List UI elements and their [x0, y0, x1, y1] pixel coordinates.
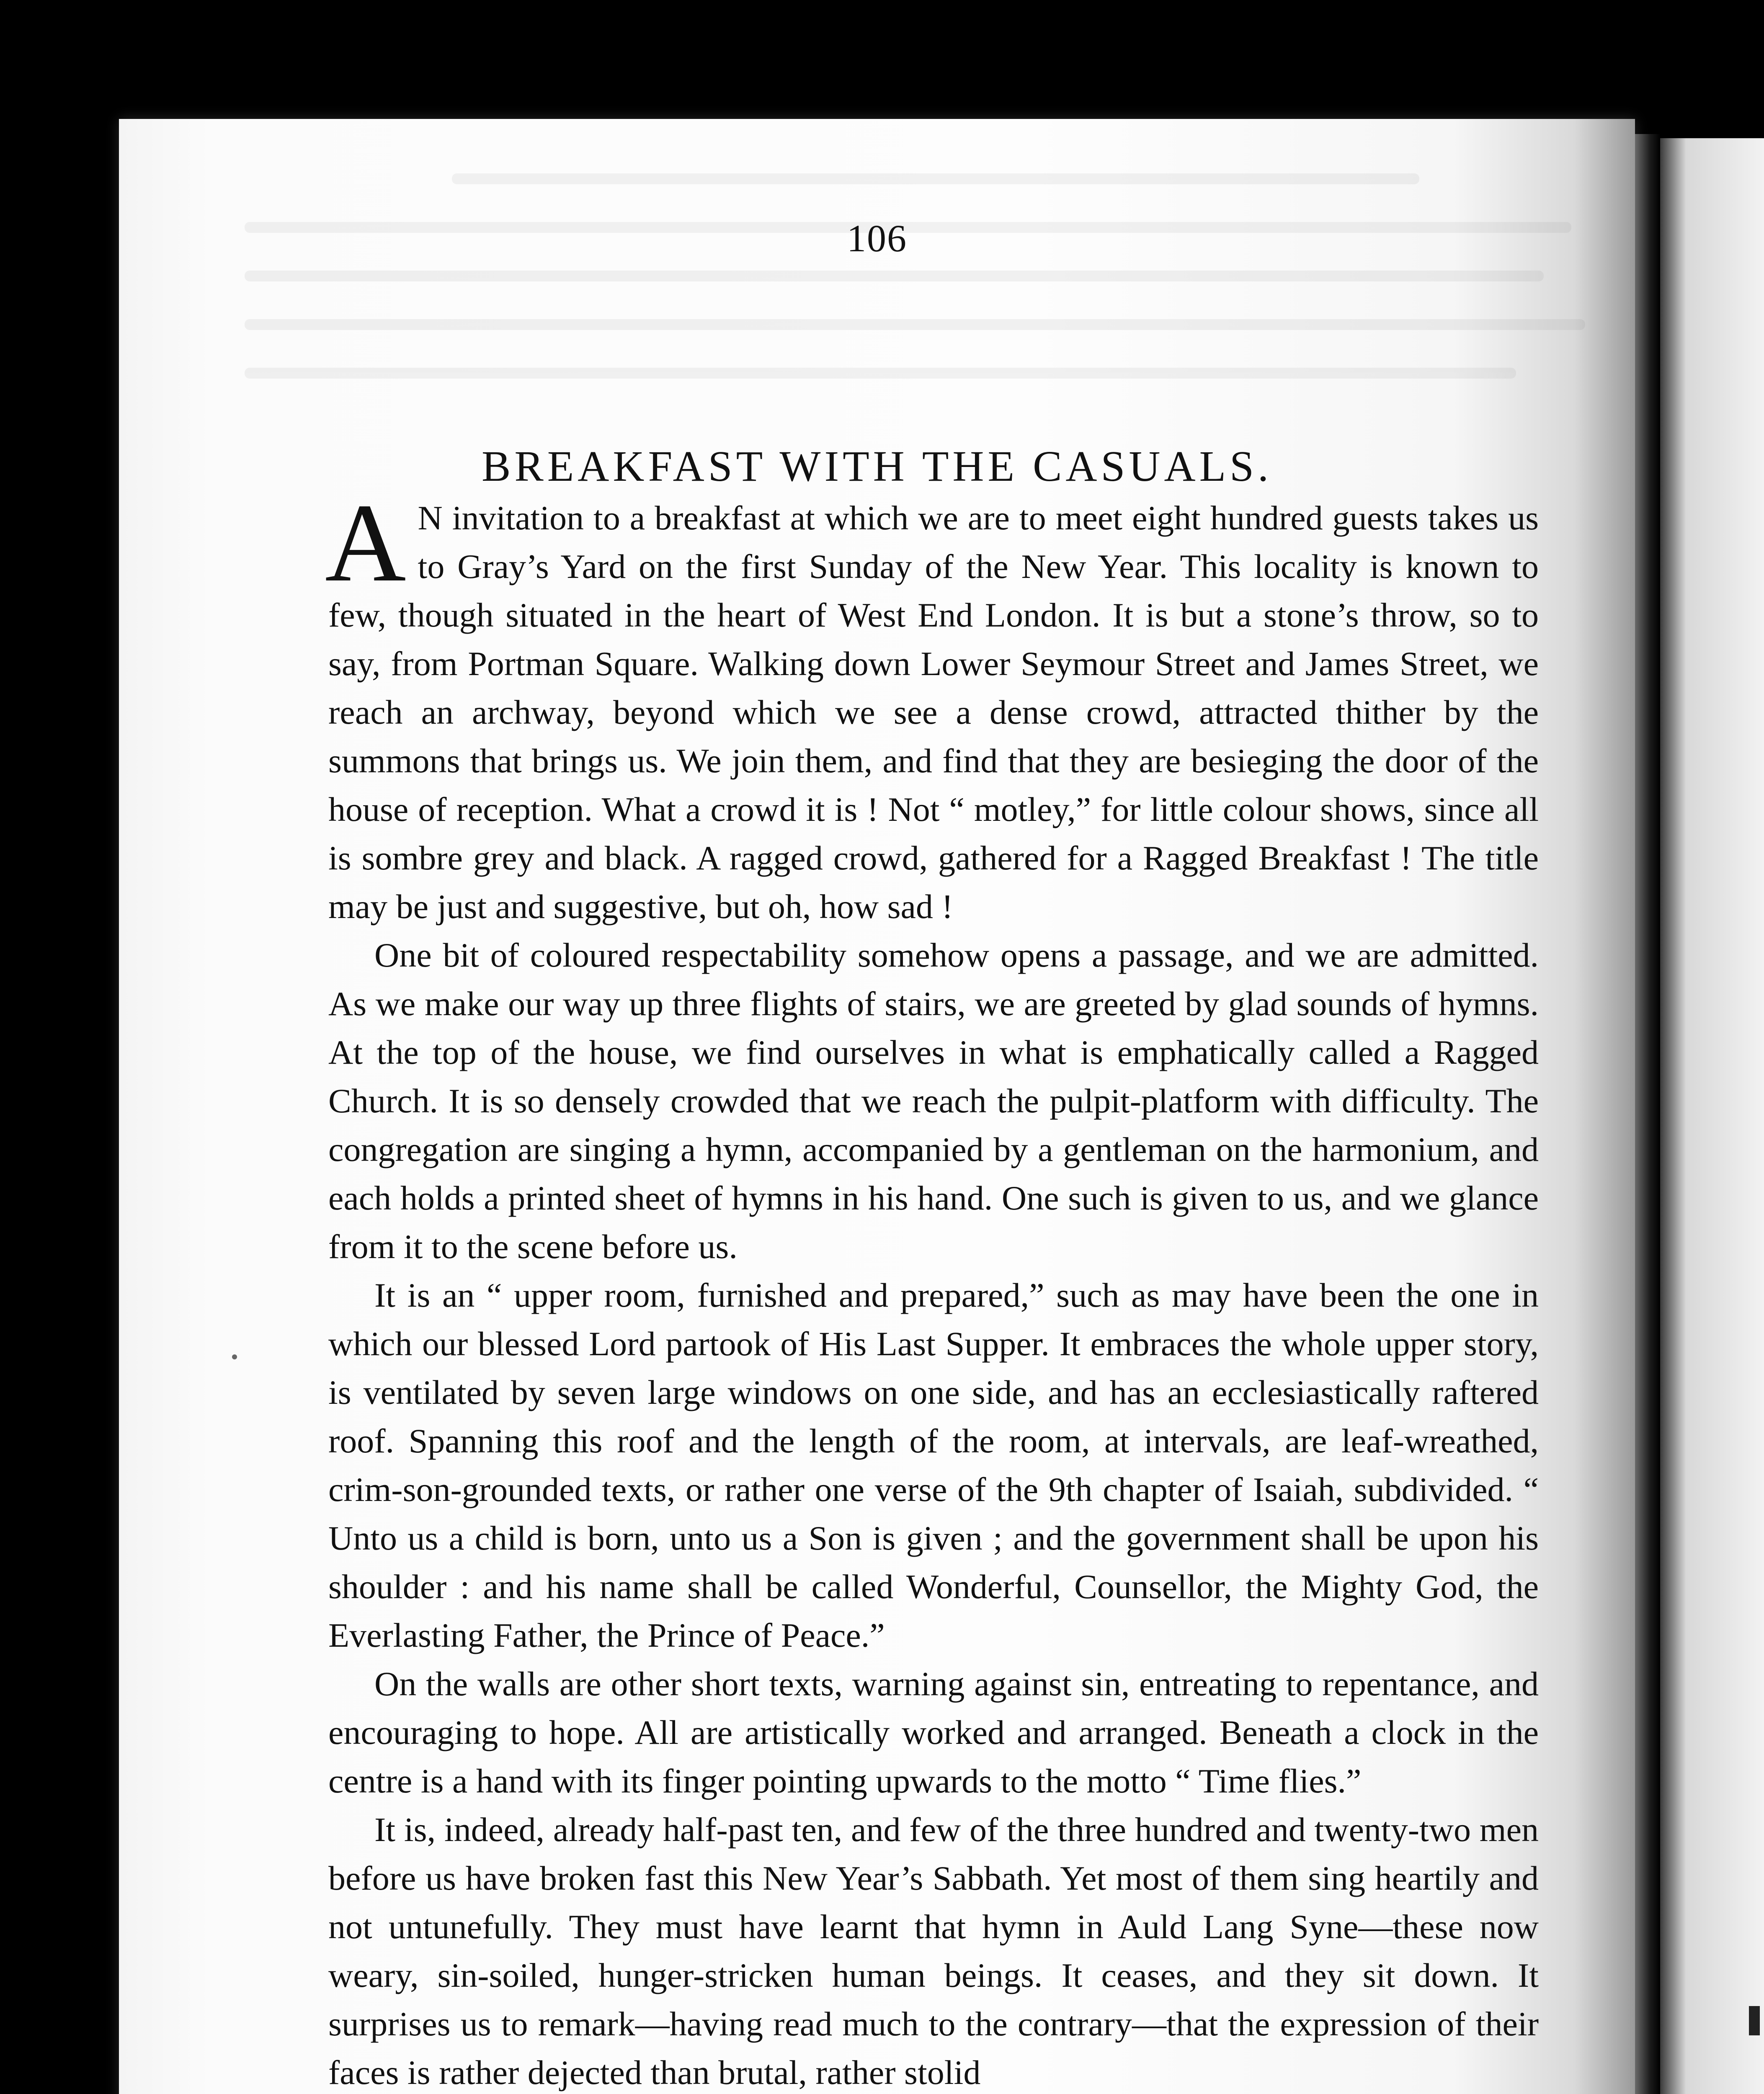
paper-speck [232, 1354, 237, 1359]
chapter-title: BREAKFAST WITH THE CASUALS. [482, 442, 1272, 490]
facing-page-edge [1660, 138, 1764, 2094]
paragraph-1-text: N invitation to a breakfast at which we are to meet eight hundred guests takes us to Gray’s Yard on the first Sunday of the New Year. This locality is known to few, though situated in the heart of West End London. It is but a stone’s throw, so to say, from Portman Square. Walking down Lower Seymour Street and James Street, we reach an archway, beyond which we see a dense crowd, attracted thither by the summons that brings us. We join them, and find that they are besieging the door of the house of reception. What a crowd it is ! Not “ motley,” for little colour shows, since all is sombre grey and black. A ragged crowd, gathered for a Ragged Breakfast ! The title may be just and suggestive, but oh, how sad ! [328, 499, 1539, 926]
paragraph-3: It is an “ upper room, furnished and prepared,” such as may have been the one in which our blessed Lord partook of His Last Supper. It embraces the whole upper story, is ventilated by seven large windows on one side, and has an ecclesiastically raftered roof. Spanning this roof and the length of the room, at intervals, are leaf-wreathed, crim-son-grounded texts, or rather one verse of the 9th chapter of Isaiah, subdivided. “ Unto us a child is born, unto us a Son is given ; and the government shall be upon his shoulder : and his name shall be called Wonderful, Counsellor, the Mighty God, the Everlasting Father, the Prince of Peace.” [328, 1276, 1539, 1654]
drop-cap: A [325, 480, 406, 605]
paragraph-5: It is, indeed, already half-past ten, and few of the three hundred and twenty-two men before us have broken fast this New Year’s Sabbath. Yet most of them sing heartily and not untunefully. They must have learnt that hymn in Auld Lang Syne—these now weary, sin-soiled, hunger-stricken human beings. It ceases, and they sit down. It surprises us to remark—having read much to the contrary—that the expression of their faces is rather dejected than brutal, rather stolid [328, 1810, 1539, 2091]
body-text [325, 480, 1539, 2094]
paragraph-4: On the walls are other short texts, warning against sin, entreating to repentance, and encouraging to hope. All are artistically worked and arranged. Beneath a clock in the centre is a hand with its finger pointing upwards to the motto “ Time flies.” [328, 1665, 1539, 1800]
book-page [119, 119, 1635, 2094]
book-gutter [1635, 134, 1660, 2094]
paragraph-2: One bit of coloured respectability somehow opens a passage, and we are admitted. As we make our way up three flights of stairs, we are greeted by glad sounds of hymns. At the top of the house, we find ourselves in what is emphatically called a Ragged Church. It is so densely crowded that we reach the pulpit-platform with difficulty. The congregation are singing a hymn, accompanied by a gentleman on the harmonium, and each holds a printed sheet of hymns in his hand. One such is given to us, and we glance from it to the scene before us. [328, 936, 1539, 1266]
facing-page-mark [1749, 2006, 1760, 2035]
page-number: 106 [847, 217, 907, 260]
paragraph-1 [325, 480, 1539, 931]
